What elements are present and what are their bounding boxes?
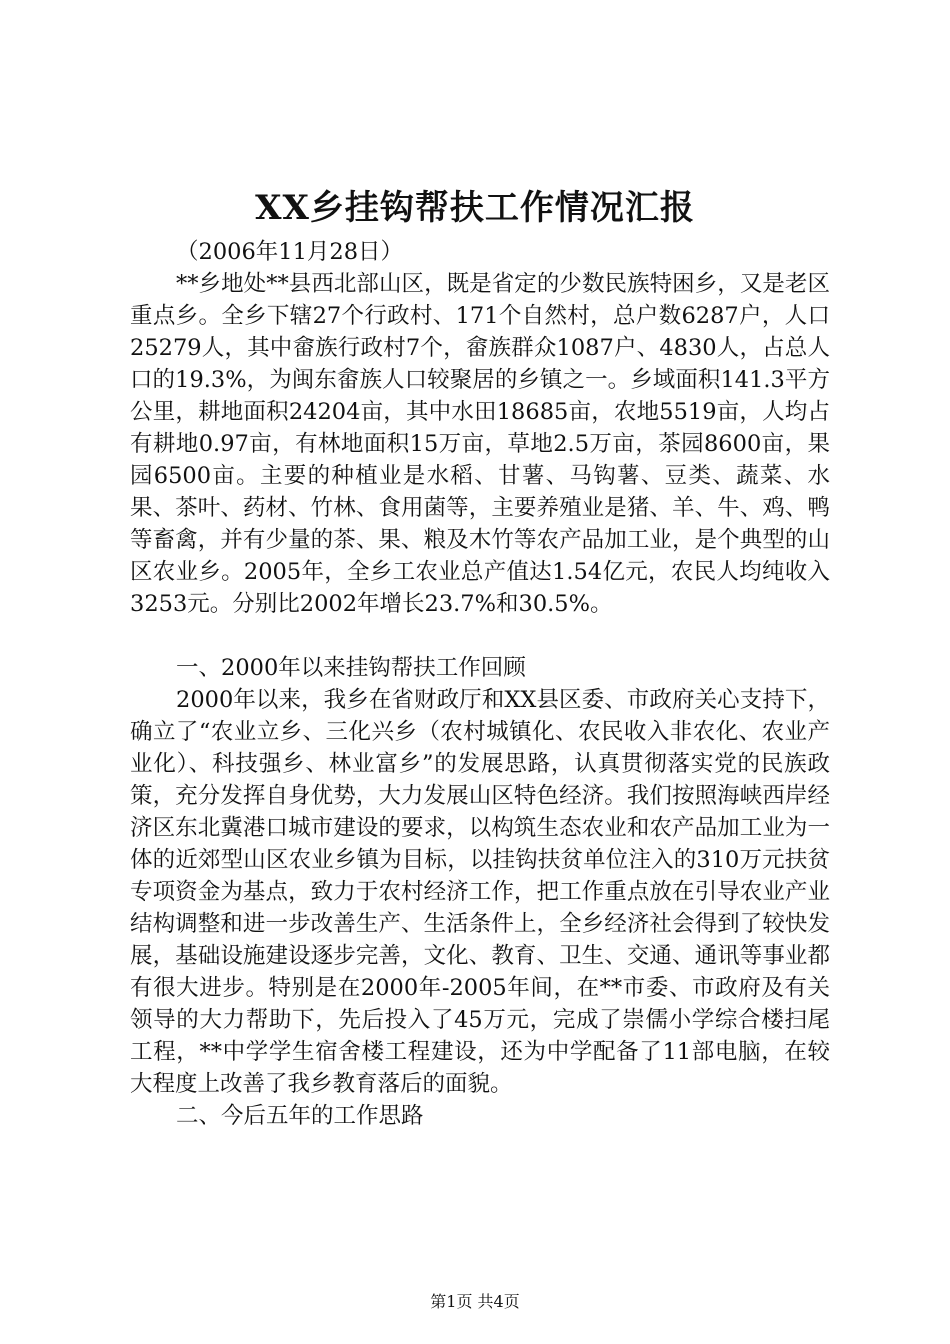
intro-paragraph: **乡地处**县西北部山区，既是省定的少数民族特困乡，又是老区重点乡。全乡下辖27个行政村、171个自然村，总户数6287户，人口25279人，其中畲族行政村7个，畲族群众1087户、4830人，占总人口的19.3%，为闽东畲族人口较聚居的乡镇之一。乡域面积141.3平方公里，耕地面积24204亩，其中水田18685亩，农地5519亩，人均占有耕地0.97亩，有林地面积15万亩，草地2.5万亩，茶园8600亩，果园6500亩。主要的种植业是水稻、甘薯、马钩薯、豆类、蔬菜、水果、茶叶、药材、竹林、食用菌等，主要养殖业是猪、羊、牛、鸡、鸭等畜禽，并有少量的茶、果、粮及木竹等农产品加工业，是个典型的山区农业乡。2005年，全乡工农业总产值达1.54亿元，农民人均纯收入3253元。分别比2002年增长23.7%和30.5%。 [130,271,830,617]
section-heading-plan: 二、今后五年的工作思路 [176,1103,424,1129]
document-body [130,236,830,1132]
page-footer: 第1页 共4页 [430,1292,520,1311]
report-date: （2006年11月28日） [176,239,404,265]
paragraph-spacer [130,620,830,652]
review-paragraph: 2000年以来，我乡在省财政厅和XX县区委、市政府关心支持下，确立了“农业立乡、三化兴乡（农村城镇化、农民收入非农化、农业产业化）、科技强乡、林业富乡”的发展思路，认真贯彻落实党的民族政策，充分发挥自身优势，大力发展山区特色经济。我们按照海峡西岸经济区东北冀港口城市建设的要求，以构筑生态农业和农产品加工业为一体的近郊型山区农业乡镇为目标，以挂钩扶贫单位注入的310万元扶贫专项资金为基点，致力于农村经济工作，把工作重点放在引导农业产业结构调整和进一步改善生产、生活条件上，全乡经济社会得到了较快发展，基础设施建设逐步完善，文化、教育、卫生、交通、通讯等事业都有很大进步。特别是在2000年-2005年间，在**市委、市政府及有关领导的大力帮助下，先后投入了45万元，完成了崇儒小学综合楼扫尾工程，**中学学生宿舍楼工程建设，还为中学配备了11部电脑，在较大程度上改善了我乡教育落后的面貌。 [130,687,830,1097]
document-title: XX乡挂钩帮扶工作情况汇报 [255,188,695,228]
section-heading-review: 一、2000年以来挂钩帮扶工作回顾 [176,655,526,681]
